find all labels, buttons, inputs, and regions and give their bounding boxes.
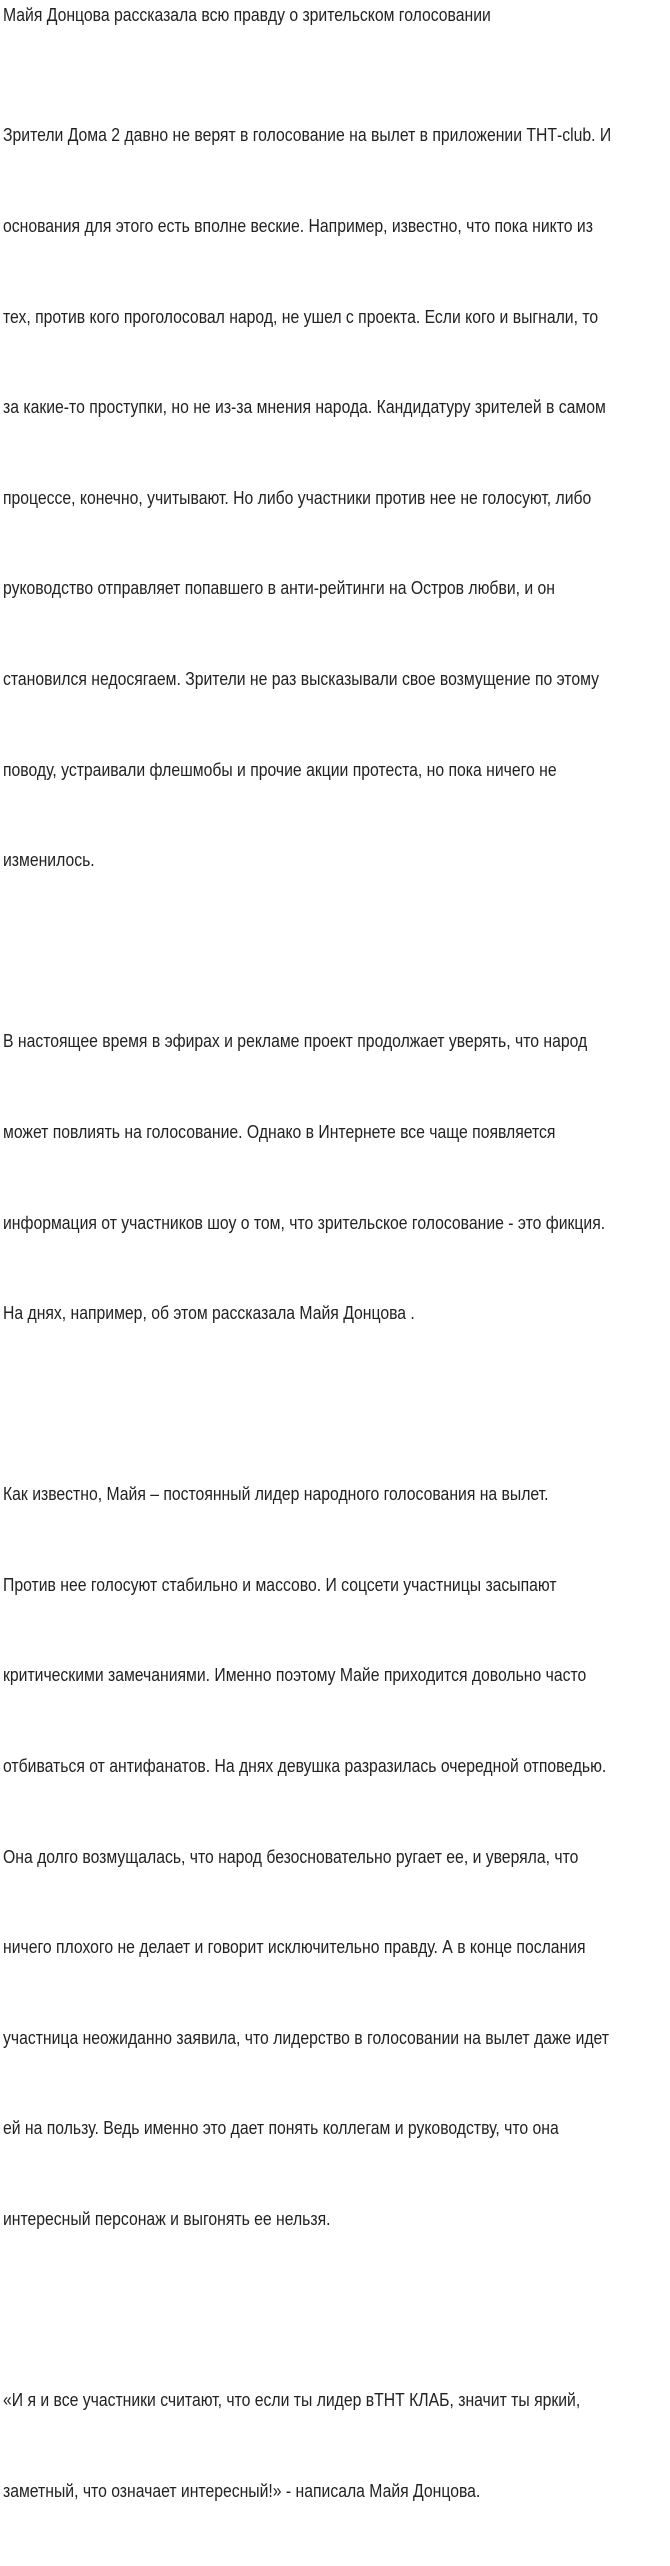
text-line: информация от участников шоу о том, что зрительское голосование - это фикция. [3,1212,606,1233]
text-line: Зрители Дома 2 давно не верят в голосование на вылет в приложении ТНТ-club. И [3,125,612,146]
text-line: за какие-то проступки, но не из-за мнения народа. Кандидатуру зрителей в самом [3,397,606,418]
paragraph-quote [3,2325,668,2566]
text-line: «И я и все участники считают, что если ты лидер вТНТ КЛАБ, значит ты яркий, [3,2390,581,2411]
article-title: Майя Донцова рассказала всю правду о зрительском голосовании [3,5,491,25]
paragraph-1 [3,60,668,936]
text-line: руководство отправляет попавшего в анти-рейтинги на Остров любви, и он [3,578,556,599]
text-line: поводу, устраивали флешмобы и прочие акции протеста, но пока ничего не [3,759,557,780]
paragraph-3 [3,1419,668,2295]
text-line: отбиваться от антифанатов. На днях девушка разразилась очередной отповедью. [3,1755,607,1776]
text-line: критическими замечаниями. Именно поэтому Майе приходится довольно часто [3,1665,587,1686]
text-line: Против нее голосуют стабильно и массово. И соцсети участницы засыпают [3,1574,557,1595]
paragraph-2 [3,966,668,1389]
text-line: В настоящее время в эфирах и рекламе проект продолжает уверять, что народ [3,1031,588,1052]
text-line: становился недосягаем. Зрители не раз высказывали свое возмущение по этому [3,669,599,690]
text-line: ей на пользу. Ведь именно это дает понять коллегам и руководству, что она [3,2118,559,2139]
text-line: заметный, что означает интересный!» - написала Майя Донцова. [3,2480,481,2501]
text-line: изменилось. [3,850,95,871]
text-line: Как известно, Майя – постоянный лидер народного голосования на вылет. [3,1484,549,1505]
text-line: тех, против кого проголосовал народ, не ушел с проекта. Если кого и выгнали, то [3,306,599,327]
text-line: участница неожиданно заявила, что лидерство в голосовании на вылет даже идет [3,2027,610,2048]
text-line: процессе, конечно, учитывают. Но либо участники против нее не голосуют, либо [3,487,592,508]
article [3,0,668,2566]
text-line: интересный персонаж и выгонять ее нельзя. [3,2209,331,2230]
text-line: основания для этого есть вполне веские. Например, известно, что пока никто из [3,216,593,237]
text-line: ничего плохого не делает и говорит исключительно правду. А в конце послания [3,1937,586,1958]
text-line: Она долго возмущалась, что народ безосновательно ругает ее, и уверяла, что [3,1846,579,1867]
text-line: может повлиять на голосование. Однако в Интернете все чаще появляется [3,1121,556,1142]
text-line: На днях, например, об этом рассказала Майя Донцова . [3,1303,415,1324]
